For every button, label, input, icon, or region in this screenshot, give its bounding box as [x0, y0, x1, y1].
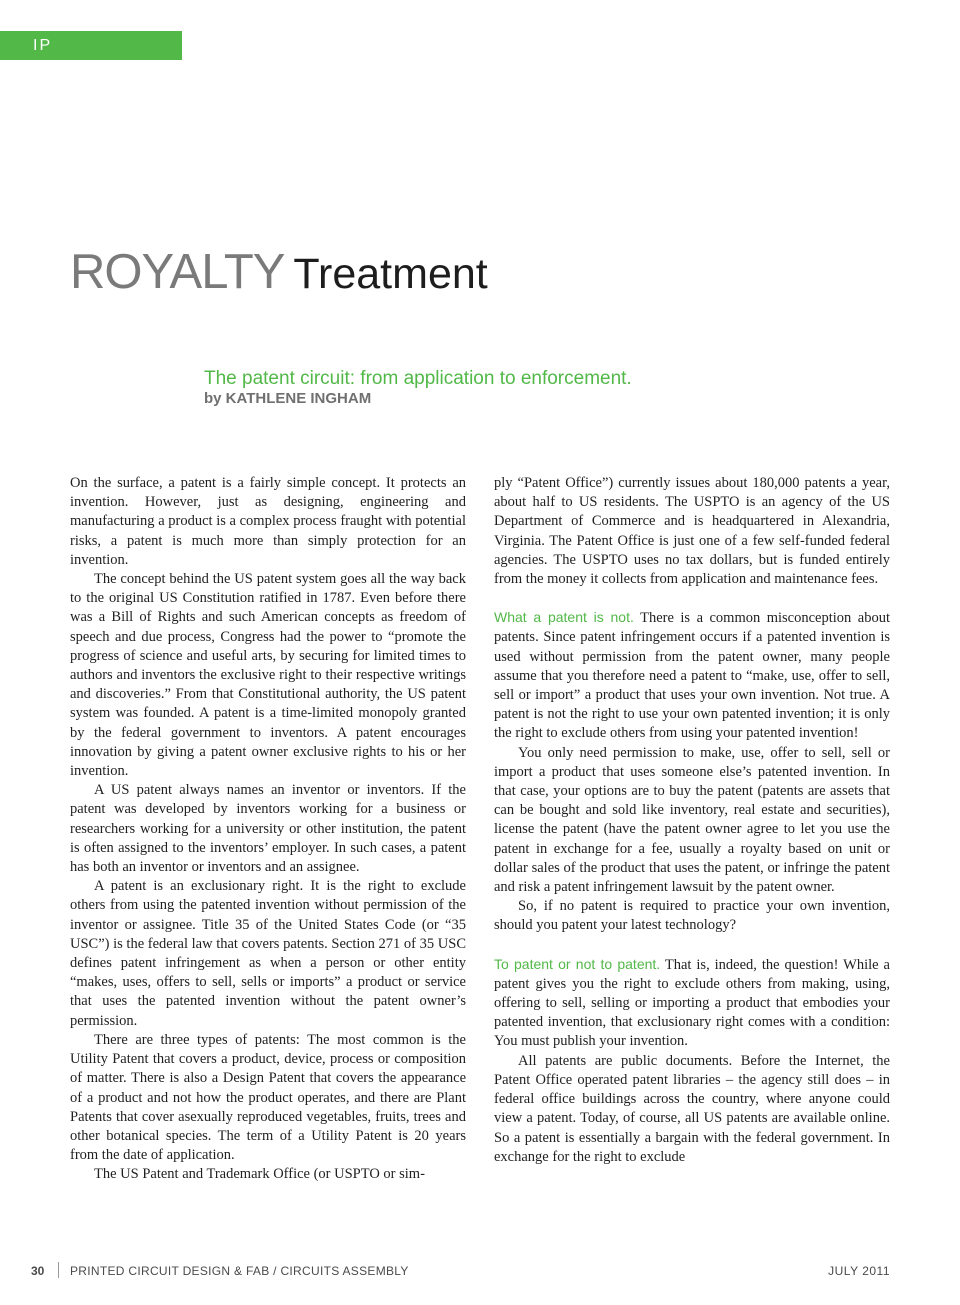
section-tab [0, 31, 182, 83]
right-column [494, 474, 890, 1167]
paragraph-text: That is, indeed, the question! While a patent gives you the right to exclude others from making, using, offering to sell, selling or importing a product that embodies your patented invention, that exclusionary right comes with a condition: You must publish your invention. [494, 956, 890, 1050]
page-number: 30 [31, 1264, 45, 1278]
title-part-2: Treatment [293, 250, 488, 298]
subhead-to-patent-or-not: To patent or not to patent. [494, 955, 661, 972]
footer-divider [58, 1262, 59, 1278]
paragraph [494, 955, 890, 1052]
paragraph: All patents are public documents. Before the Internet, the Patent Office operated patent libraries – the agency still does – in federal office buildings across the country, where anyone could view a patent. Today, of course, all US patents are available online. So a patent is essentially a bargain with the federal government. In exchange for the right to exclude [494, 1052, 890, 1165]
issue-date: JULY 2011 [828, 1264, 890, 1278]
publication-name: PRINTED CIRCUIT DESIGN & FAB / CIRCUITS ASSEMBLY [70, 1264, 409, 1278]
paragraph: So, if no patent is required to practice your own invention, should you patent your latest technology? [494, 898, 890, 934]
paragraph-text: There is a common misconception about patents. Since patent infringement occurs if a patented invention is used without permission from the patent owner, many people assume that you therefore need a patent to “make, use, offer to sell, sell or import” a product that uses your own invention. Not true. A patent is not the right to use your own patented invention; it is only the right to exclude others from using your patented invention! [494, 610, 890, 742]
section-label-bold: PROTECTION [33, 66, 158, 83]
section-label-light: IP [33, 37, 52, 54]
paragraph: A US patent always names an inventor or inventors. If the patent was developed by inventors working for a business or researchers working for a university or other institution, the patent is often assigned to the inventors’ employer. In such cases, a patent has both an inventor or inventors and an assignee. [70, 782, 466, 876]
title-part-1: ROYALTY [70, 245, 285, 299]
paragraph: The US Patent and Trademark Office (or USPTO or sim- [94, 1166, 425, 1183]
paragraph [494, 608, 890, 743]
article-title [70, 245, 488, 299]
article-subtitle: The patent circuit: from application to enforcement. [204, 368, 632, 389]
page-footer [0, 1262, 960, 1280]
paragraph: On the surface, a patent is a fairly simple concept. It protects an invention. However, just as designing, engineering and manufacturing a product is a complex process fraught with potential risks, a patent is much more than simply protection for an invention. [70, 475, 466, 568]
article-byline: by KATHLENE INGHAM [204, 390, 372, 407]
paragraph: You only need permission to make, use, offer to sell, sell or import a product that uses someone else’s patented invention. In that case, your options are to buy the patent (patents are assets that can be bought and sold like inventory, real estate and securities), license the patent (have the patent owner agree to let you use the patent in exchange for a fee, usually a royalty based on unit or dollar sales of the product that uses the patent, or infringe the patent and risk a patent infringement lawsuit by the patent owner. [494, 744, 890, 896]
paragraph: ply “Patent Office”) currently issues about 180,000 patents a year, about half to US residents. The USPTO is an agency of the US Department of Commerce and is headquartered in Alexandria, Virginia. The Patent Office is just one of a few self-funded federal agencies. The USPTO uses no tax dollars, but is funded entirely from the money it collects from application and maintenance fees. [494, 475, 890, 588]
left-column [70, 474, 466, 1185]
paragraph: There are three types of patents: The most common is the Utility Patent that covers a product, device, process or composition of matter. There is also a Design Patent that covers the appearance of a product and not how the product operates, and there are Plant Patents that cover asexually reproduced vegetables, fruits, trees and other botanical species. The term of a Utility Patent is 20 years from the date of application. [70, 1031, 466, 1164]
subhead-what-a-patent-is-not: What a patent is not. [494, 609, 634, 626]
paragraph: The concept behind the US patent system goes all the way back to the original US Constitution ratified in 1787. Even before there was a Bill of Rights and such American concepts as freedom of speech and due process, Congress had the power to “promote the progress of science and useful arts, by securing for limited times to authors and inventors the exclusive right to their respective writings and discoveries.” From that Constitutional authority, the US patent system was founded. A patent is a time-limited monopoly granted by the federal government to inventors. A patent encourages innovation by giving a patent owner exclusive rights to his or her invention. [70, 571, 466, 780]
paragraph: A patent is an exclusionary right. It is the right to exclude others from using the patented invention without permission of the inventor or assignee. Title 35 of the United States Code (or “35 USC”) is the federal law that covers patents. Section 271 of 35 USC defines patent infringement as when a person or other entity “makes, uses, offers to sell, sells or imports” a product or service that uses the patented invention without the patent owner’s permission. [70, 878, 466, 1029]
